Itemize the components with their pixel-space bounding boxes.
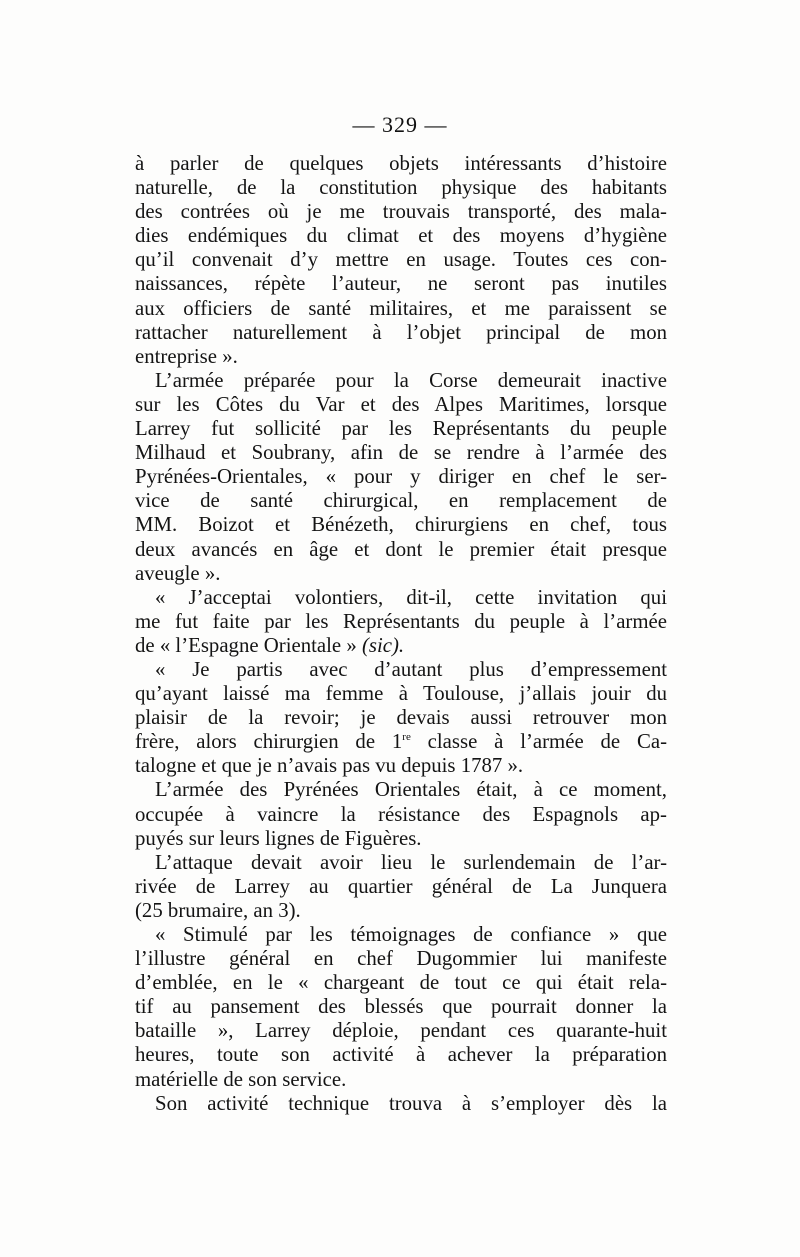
text-line <box>135 369 667 393</box>
text-line-content: plaisir de la revoir; je devais aussi retrouver mon <box>135 706 667 730</box>
text-line-content: l’illustre général en chef Dugommier lui manifeste <box>135 947 667 971</box>
text-line-content: naissances, répète l’auteur, ne seront pas inutiles <box>135 272 667 296</box>
text-line-content: rivée de Larrey au quartier général de La Junquera <box>135 874 667 898</box>
text-line-content: me fut faite par les Représentants du peuple à l’armée <box>135 609 667 633</box>
text-line <box>135 538 667 562</box>
text-line-content: « Je partis avec d’autant plus d’empressement <box>155 657 667 681</box>
superscript: re <box>402 731 411 744</box>
text-line-content: de « l’Espagne Orientale » <box>135 633 362 657</box>
text-line-content: L’armée des Pyrénées Orientales était, à ce moment, <box>155 778 667 802</box>
text-line-content: « J’acceptai volontiers, dit-il, cette invitation qui <box>155 585 667 609</box>
text-line <box>135 1068 667 1092</box>
text-line-content: frère, alors chirurgien de 1 <box>135 730 403 754</box>
text-line-content: d’emblée, en le « chargeant de tout ce qui était rela- <box>135 971 667 995</box>
text-line <box>135 947 667 971</box>
text-line-content: talogne et que je n’avais pas vu depuis 1787 ». <box>135 754 524 778</box>
text-line <box>135 272 667 296</box>
text-line-content: « Stimulé par les témoignages de confiance » que <box>155 923 667 946</box>
text-line <box>135 176 667 200</box>
text-line-content: rattacher naturellement à l’objet principal de mon <box>135 320 667 344</box>
text-line <box>135 321 667 345</box>
text-line <box>135 923 667 947</box>
sic-annotation: (sic). <box>361 633 405 657</box>
text-line-content: puyés sur leurs lignes de Figuères. <box>135 826 422 850</box>
text-line-content: aveugle ». <box>135 561 221 585</box>
text-line-content: L’armée préparée pour la Corse demeurait inactive <box>155 368 667 392</box>
text-line-content: occupée à vaincre la résistance des Espagnols ap- <box>135 802 667 826</box>
text-line <box>135 513 667 537</box>
text-line-content: Larrey fut sollicité par les Représentants du peuple <box>135 417 667 441</box>
text-line <box>135 851 667 875</box>
text-line <box>135 200 667 224</box>
text-line-content: dies endémiques du climat et des moyens d’hygiène <box>135 224 667 248</box>
text-line <box>135 875 667 899</box>
text-line <box>135 297 667 321</box>
text-line-content: tif au pansement des blessés que pourrait donner la <box>135 995 667 1019</box>
text-line-content: qu’ayant laissé ma femme à Toulouse, j’allais jouir du <box>135 682 667 706</box>
text-line-content: des contrées où je me trouvais transporté, des mala- <box>135 200 667 224</box>
text-line-content: bataille », Larrey déploie, pendant ces quarante-huit <box>135 1019 667 1043</box>
text-line <box>135 706 667 730</box>
text-line-content: L’attaque devait avoir lieu le surlendemain de l’ar- <box>155 850 667 874</box>
text-line <box>135 224 667 248</box>
text-line-content: aux officiers de santé militaires, et me paraissent se <box>135 296 667 320</box>
text-line <box>135 1019 667 1043</box>
text-line <box>135 682 667 706</box>
text-line <box>135 465 667 489</box>
text-line-content: Pyrénées-Orientales, « pour y diriger en chef le ser- <box>135 465 667 489</box>
text-line-content: (25 brumaire, an 3). <box>135 898 301 922</box>
text-line <box>135 778 667 802</box>
text-line-content: Milhaud et Soubrany, afin de se rendre à l’armée des <box>135 441 667 465</box>
text-line-content: entreprise ». <box>135 344 238 368</box>
text-line <box>135 1092 667 1116</box>
text-line-content: vice de santé chirurgical, en remplacement de <box>135 489 667 513</box>
body-text <box>135 152 667 1116</box>
text-line <box>135 586 667 610</box>
text-line <box>135 730 667 754</box>
text-line <box>135 827 667 851</box>
text-line-content: à parler de quelques objets intéressants d’histoire <box>135 152 667 175</box>
text-line-content: qu’il convenait d’y mettre en usage. Toutes ces con- <box>135 248 667 272</box>
text-line <box>135 971 667 995</box>
text-line <box>135 441 667 465</box>
text-line <box>135 754 667 778</box>
text-line <box>135 803 667 827</box>
text-line <box>135 417 667 441</box>
text-line-content: sur les Côtes du Var et des Alpes Maritimes, lorsque <box>135 392 667 416</box>
text-line <box>135 152 667 176</box>
text-line <box>135 610 667 634</box>
text-line <box>135 489 667 513</box>
text-line-content: MM. Boizot et Bénézeth, chirurgiens en chef, tous <box>135 513 667 537</box>
text-line-content: matérielle de son service. <box>135 1067 347 1091</box>
text-line <box>135 345 667 369</box>
text-line <box>135 995 667 1019</box>
text-line-continuation: classe à l’armée de Ca- <box>410 730 667 754</box>
text-line <box>135 562 667 586</box>
text-line <box>135 899 667 923</box>
text-line <box>135 393 667 417</box>
text-line <box>135 658 667 682</box>
text-line-content: deux avancés en âge et dont le premier était presque <box>135 537 667 561</box>
text-line-content: naturelle, de la constitution physique des habitants <box>135 176 667 200</box>
text-line <box>135 248 667 272</box>
text-line <box>135 634 667 658</box>
page-number: — 329 — <box>352 112 448 137</box>
text-line-content: heures, toute son activité à achever la préparation <box>135 1043 667 1067</box>
text-line-content: Son activité technique trouva à s’employer dès la <box>155 1091 667 1115</box>
text-line <box>135 1043 667 1067</box>
